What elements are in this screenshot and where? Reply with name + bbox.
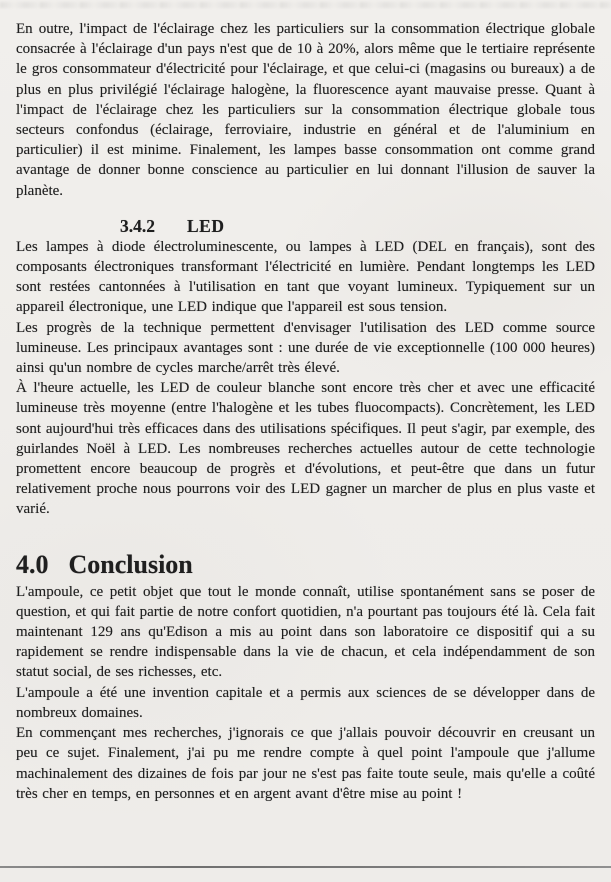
paragraph-eclairage-impact: En outre, l'impact de l'éclairage chez les particuliers sur la consommation électrique globale consacrée à l'éclairage d'un pays n'est que de 10 à 20%, alors même que le tertiaire représente le gros consommateur d'électricité pour l'éclairage, et que celui-ci (magasins ou bureaux) a de plus en plus privilégié l'éclairage halogène, la fluorescence ayant mauvaise presse. Quant à l'impact de l'éclairage chez les particuliers sur la consommation électrique globale tous secteurs confondus (éclairage, ferroviaire, industrie en général et de l'aluminium en particulier) il est minime. Finalement, les lampes basse consommation ont comme grand avantage de donner bonne conscience au particulier en lui donnant l'illusion de sauver la planète. — [16, 21, 595, 199]
section-title: LED — [187, 215, 225, 236]
paragraph-led-actualite: À l'heure actuelle, les LED de couleur blanche sont encore très cher et avec une efficacité lumineuse très moyenne (entre l'halogène et les tubes fluocompacts). Concrètement, les LED sont aujourd'hui très efficaces dans des utilisations spécifiques. Il peut s'agir, par exemple, des guirlandes Noël à LED. Les nombreuses recherches actuelles autour de cette technologie promettent encore beaucoup de progrès et d'évolutions, et peut-être que dans un futur relativement proche nous pourrons voir des LED gagner un marcher de plus en plus vaste et varié. — [16, 380, 595, 518]
paragraph-led-intro: Les lampes à diode électroluminescente, ou lampes à LED (DEL en français), sont des composants électroniques transformant l'électricité en lumière. Pendant longtemps les LED sont restées cantonnées à l'utilisation en tant que voyant lumineux. Typiquement sur un appareil électronique, une LED indique que l'appareil est sous tension. — [16, 238, 595, 316]
section-number: 4.0 — [16, 549, 49, 579]
paragraph-conclusion-invention: L'ampoule a été une invention capitale et a permis aux sciences de se développer dans de nombreux domaines. — [16, 684, 595, 721]
section-title: Conclusion — [68, 549, 193, 579]
document-content — [16, 0, 595, 804]
paragraph-conclusion-ampoule: L'ampoule, ce petit objet que tout le monde connaît, utilise spontanément sans se poser de question, et qui fait partie de notre confort quotidien, n'a pourtant pas toujours été là. Cela fait maintenant 129 ans qu'Edison a mis au point dans son laboratoire ce dispositif qui a su rapidement se rendre indispensable dans la vie de chacun, et cela indépendamment de son statut social, de ses richesses, etc. — [16, 583, 595, 681]
scan-artifact-bottom-rule — [0, 866, 611, 868]
section-heading-conclusion — [16, 548, 595, 582]
section-heading-342-led — [16, 215, 595, 237]
paragraph-conclusion-recherches: En commençant mes recherches, j'ignorais ce que j'allais pouvoir découvrir en creusant un peu ce sujet. Finalement, j'ai pu me rendre compte à quel point l'ampoule que j'allume machinalement des dizaines de fois par jour ne s'est pas faite toute seule, mais qu'elle a coûté très cher en temps, en personnes et en argent avant d'être mise au point ! — [16, 725, 595, 802]
section-number: 3.4.2 — [120, 215, 155, 236]
paragraph-led-avantages: Les progrès de la technique permettent d'envisager l'utilisation des LED comme source lumineuse. Les principaux avantages sont : une durée de vie exceptionnelle (100 000 heures) ainsi qu'un nombre de cycles marche/arrêt très élevé. — [16, 319, 595, 377]
